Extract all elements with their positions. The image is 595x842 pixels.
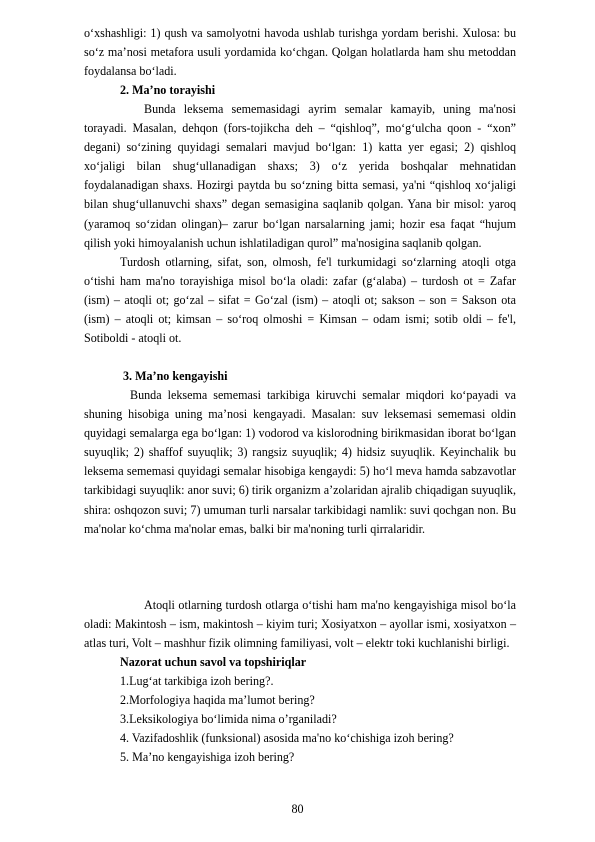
page-number: 80 [291,802,304,816]
question-item: 3.Leksikologiya bo‘limida nima o’rganiladi? [120,712,337,726]
question-item: 2.Morfologiya haqida ma’lumot bering? [120,693,315,707]
question-item: 1.Lug‘at tarkibiga izoh bering?. [120,674,274,688]
intro-paragraph: o‘xshashligi: 1) qush va samolyotni havoda ushlab turishga yordam berishi. Xulosa: bu so‘z ma’nosi metafora usuli yordamida ko‘chgan. Qolgan holatlarda ham shu metoddan foydalansa bo‘ladi. [84,26,516,79]
section-heading-broadening: 3. Ma’no kengayishi [123,369,228,383]
broadening-paragraph-2: Atoqli otlarning turdosh otlarga o‘tishi ham ma'no kengayishiga misol bo‘la oladi: Makintosh – ism, makintosh – kiyim turi; Xosiyatxon – ayollar ismi, xosiyatxon – atlas turi, Volt – mashhur fizik olimning familiyasi, volt – elektr toki kuchlanishi birligi. [84,598,516,651]
question-item: 4. Vazifadoshlik (funksional) asosida ma'no ko‘chishiga izoh bering? [120,731,454,745]
questions-heading: Nazorat uchun savol va topshiriqlar [120,655,307,669]
broadening-paragraph-1: Bunda leksema sememasi tarkibiga kiruvchi semalar miqdori ko‘payadi va shuning hisobiga uning ma’nosi kengayadi. Masalan: suv leksemasi sememasi oldin quyidagi semalarga ega bo‘lgan: 1) vodorod va kislorodning birikmasidan iborat bo‘lgan suyuqlik; 2) shaffof suyuqlik; 3) rangsiz suyuqlik; 4) hidsiz suyuqlik. Keyinchalik bu leksema sememasi quyidagi semalar hisobiga kengaydi: 5) ho‘l meva hamda sabzavotlar tarkibidagi suyuqlik: anor suvi; 6) tirik organizm a’zolaridan ajralib chiqadigan suyuqlik, shira: oshqozon suvi; 7) umuman turli narsalar tarkibidagi namlik: suvi qochgan non. Bu ma'nolar ko‘chma ma'nolar emas, balki bir ma'noning turli qirralaridir. [84,388,516,536]
question-item: 5. Ma’no kengayishiga izoh bering? [120,750,295,764]
narrowing-paragraph-1: Bunda leksema sememasidagi ayrim semalar kamayib, uning ma'nosi torayadi. Masalan, dehqon (fors-tojikcha deh – “qishloq”, mo‘g‘ulcha qoon - “xon” degani) so‘zining quyidagi semalari mavjud bo‘lgan: 1) katta yer egasi; 2) qishloq xo‘jaligi bilan shug‘ullanadigan shaxs; 3) o‘z yerida boshqalar mehnatidan foydalanadigan shaxs. Hozirgi paytda bu so‘zning bitta semasi, ya'ni “qishloq xo‘jaligi bilan shug‘ullanuvchi shaxs” degan semasigina saqlanib qolgan. Yana bir misol: yaroq (yaramoq so‘zidan olingan)– zarur bo‘lgan narsalarning jami; hozir esa faqat “hujum qilish yoki himoyalanish uchun ishlatiladigan qurol” ma'nosigina saqlanib qolgan. [84,102,516,250]
section-heading-narrowing: 2. Ma’no torayishi [120,83,216,97]
narrowing-paragraph-2: Turdosh otlarning, sifat, son, olmosh, fe'l turkumidagi so‘zlarning atoqli otga o‘tishi ham ma'no torayishiga misol bo‘la oladi: zafar (g‘alaba) – turdosh ot = Zafar (ism) – atoqli ot; go‘zal – sifat = Go‘zal (ism) – atoqli ot; sakson – son = Sakson ota (ism) – atoqli ot; kimsan – so‘roq olmoshi = Kimsan – odam ismi; sotib oldi – fe'l, Sotiboldi - atoqli ot. [84,255,516,346]
